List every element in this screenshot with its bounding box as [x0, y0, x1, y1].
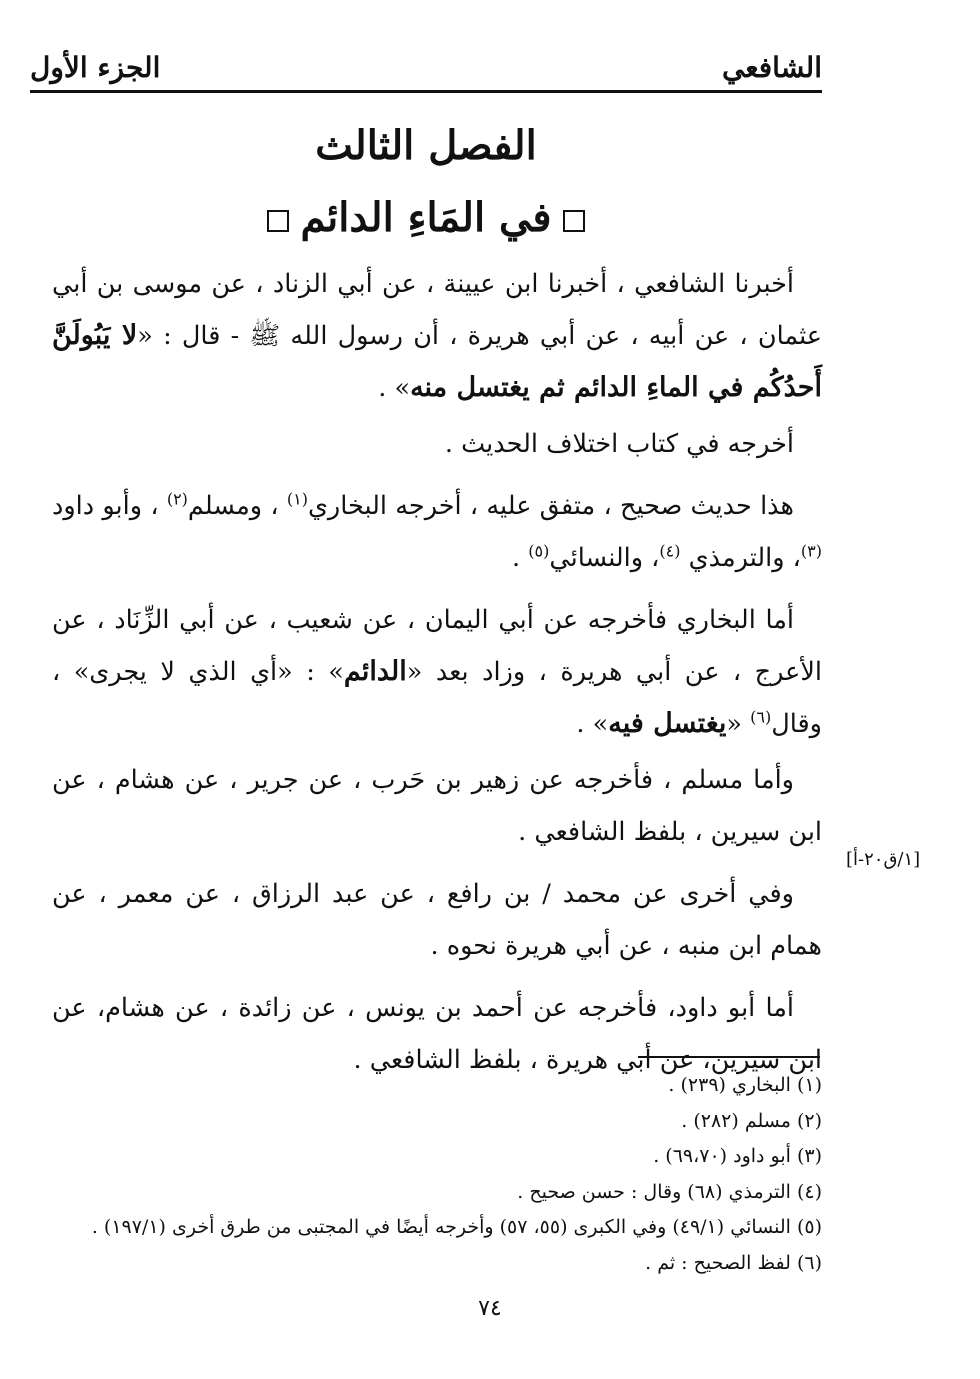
paragraph-abu-dawud: أما أبو داود، فأخرجه عن أحمد بن يونس ، عن زائدة ، عن هشام، عن ابن سيرين، عن أبي هريرة ، بلفظ الشافعي .	[52, 993, 822, 1075]
chapter-subtitle-row	[30, 190, 822, 246]
footnote-6: (٦) لفظ الصحيح : ثم .	[645, 1251, 822, 1274]
page-number: ٧٤	[478, 1296, 502, 1321]
bukhari-bold-1: الدائم	[343, 656, 407, 687]
takhrij-text-2: ، ومسلم	[187, 491, 287, 521]
paragraph-muslim-other: وفي أخرى عن محمد / بن رافع ، عن عبد الرزاق ، عن معمر ، عن همام ابن منبه ، عن أبي هريرة نحوه .	[52, 879, 822, 961]
takhrij-text-5: ، والنسائي	[549, 543, 660, 573]
ornament-box-left	[267, 210, 289, 232]
footnote-2: (٢) مسلم (٢٨٢) .	[681, 1109, 822, 1132]
footnote-ref-2[interactable]: (٢)	[166, 489, 188, 509]
paragraph-takhrij	[52, 480, 822, 584]
footnote-ref-4[interactable]: (٤)	[659, 541, 681, 561]
main-text	[52, 258, 822, 1096]
header-rule	[30, 90, 822, 93]
footnote-ref-3[interactable]: (٣)	[800, 541, 822, 561]
footnote-ref-5[interactable]: (٥)	[528, 541, 550, 561]
takhrij-text-1: هذا حديث صحيح ، متفق عليه ، أخرجه البخاري	[307, 491, 794, 521]
bukhari-text-1: أما البخاري فأخرجه عن أبي اليمان ، عن شعيب ، عن أبي الزِّنَاد ، عن الأعرج ، عن أبي هريرة ، وزاد بعد «	[52, 605, 822, 687]
paragraph-hadith	[52, 258, 822, 414]
manuscript-folio-note: [١/ق٢٠-أ]	[846, 849, 921, 870]
hadith-isnad: أخبرنا الشافعي ، أخبرنا ابن عيينة ، عن أبي الزناد ، عن موسى بن أبي عثمان ، عن أبيه ، عن أبي هريرة ، أن رسول الله ﷺ - قال : «	[52, 269, 822, 351]
takhrij-text-3: ، وأبو داود	[52, 491, 167, 521]
running-header-volume: الجزء الأول	[30, 51, 161, 84]
takhrij-text-6: .	[512, 543, 529, 573]
hadith-close: » .	[378, 373, 411, 403]
ornament-box-right	[563, 210, 585, 232]
footnote-1: (١) البخاري (٢٣٩) .	[668, 1074, 822, 1096]
bukhari-text-4: » .	[576, 709, 609, 739]
footnote-ref-6[interactable]: (٦)	[750, 707, 772, 727]
footnote-ref-1[interactable]: (١)	[286, 489, 308, 509]
paragraph-source: أخرجه في كتاب اختلاف الحديث .	[444, 429, 794, 459]
takhrij-text-4: ، والترمذي	[680, 543, 801, 573]
paragraph-muslim: وأما مسلم ، فأخرجه عن زهير بن حَرب ، عن جرير ، عن هشام ، عن ابن سيرين ، بلفظ الشافعي .	[52, 765, 822, 847]
chapter-subtitle: في المَاءِ الدائم	[300, 194, 552, 241]
paragraph-bukhari	[52, 594, 822, 750]
footnote-5: (٥) النسائي (٤٩/١) وفي الكبرى (٥٥، ٥٧) وأخرجه أيضًا في المجتبى من طرق أخرى (١٩٧/١) .	[91, 1216, 822, 1238]
footnotes	[52, 1068, 822, 1281]
footnote-3: (٣) أبو داود (٦٩،٧٠) .	[653, 1145, 822, 1167]
bukhari-bold-2: يغتسل فيه	[608, 708, 727, 739]
hadith-matn: لا يَبُولَنَّ أَحدُكُم في الماءِ الدائم ثم يغتسل منه	[52, 320, 822, 403]
chapter-title: الفصل الثالث	[315, 122, 537, 169]
running-header-book-title: الشافعي	[721, 51, 822, 84]
footnote-rule	[638, 1056, 820, 1058]
bukhari-text-3: «	[726, 709, 751, 739]
bukhari-text-2: » : «أي الذي لا يجرى» ، وقال	[52, 657, 822, 739]
footnote-4: (٤) الترمذي (٦٨) وقال : حسن صحيح .	[517, 1180, 822, 1203]
